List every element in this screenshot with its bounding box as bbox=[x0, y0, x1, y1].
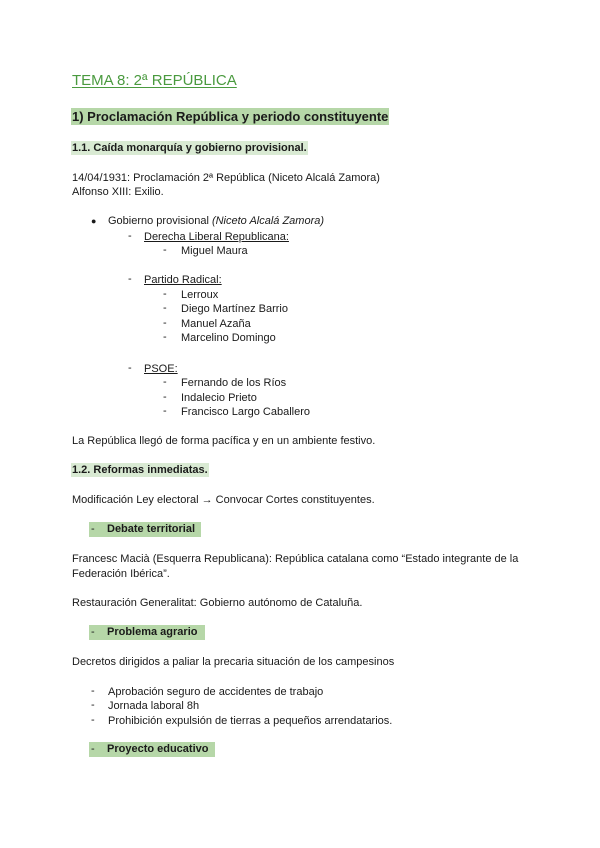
dash-marker: - bbox=[91, 685, 95, 697]
party-member: Marcelino Domingo bbox=[181, 332, 276, 344]
subsection-heading-1-1: 1.1. Caída monarquía y gobierno provisional. bbox=[72, 142, 307, 154]
dash-marker: - bbox=[91, 523, 95, 535]
party-member: Indalecio Prieto bbox=[181, 392, 257, 404]
section-heading: 1) Proclamación República y periodo constituyente bbox=[72, 109, 389, 124]
party-name: Partido Radical: bbox=[144, 274, 222, 286]
dash-marker: - bbox=[163, 317, 167, 329]
dash-marker: - bbox=[163, 391, 167, 403]
subsection-heading-1-2: 1.2. Reformas inmediatas. bbox=[72, 464, 208, 476]
dash-marker: - bbox=[163, 376, 167, 388]
topic-label: Debate territorial bbox=[107, 523, 196, 535]
dash-marker: - bbox=[91, 743, 95, 755]
bullet-marker: ● bbox=[91, 216, 97, 226]
dash-marker: - bbox=[128, 230, 132, 242]
topic-heading-educativo bbox=[89, 742, 215, 757]
party-member: Francisco Largo Caballero bbox=[181, 406, 311, 418]
list-item: Jornada laboral 8h bbox=[108, 700, 200, 712]
party-name: Derecha Liberal Republicana: bbox=[144, 231, 289, 243]
dash-marker: - bbox=[163, 288, 167, 300]
party-member: Fernando de los Ríos bbox=[181, 377, 287, 389]
dash-marker: - bbox=[163, 302, 167, 314]
party-member: Diego Martínez Barrio bbox=[181, 303, 288, 315]
list-item-gobierno bbox=[108, 214, 324, 228]
paragraph-macia-1: Francesc Macià (Esquerra Republicana): República catalana como “Estado integrante de la bbox=[72, 553, 519, 565]
dash-marker: - bbox=[91, 626, 95, 638]
paragraph-electoral: Modificación Ley electoral → Convocar Cortes constituyentes. bbox=[72, 494, 375, 506]
party-member: Miguel Maura bbox=[181, 245, 248, 257]
paragraph-closing: La República llegó de forma pacífica y en un ambiente festivo. bbox=[72, 435, 376, 447]
topic-label: Problema agrario bbox=[107, 626, 198, 638]
party-name: PSOE: bbox=[144, 363, 178, 375]
paragraph-decretos: Decretos dirigidos a paliar la precaria situación de los campesinos bbox=[72, 656, 395, 668]
dash-marker: - bbox=[163, 331, 167, 343]
party-member: Lerroux bbox=[181, 289, 219, 301]
dash-marker: - bbox=[163, 244, 167, 256]
paragraph-proclamation: 14/04/1931: Proclamación 2ª República (Niceto Alcalá Zamora) bbox=[72, 172, 380, 184]
list-item: Aprobación seguro de accidentes de trabajo bbox=[108, 686, 324, 698]
dash-marker: - bbox=[128, 273, 132, 285]
paragraph-macia-2: Federación Ibérica”. bbox=[72, 568, 170, 580]
topic-label: Proyecto educativo bbox=[107, 743, 209, 755]
dash-marker: - bbox=[163, 405, 167, 417]
list-item: Prohibición expulsión de tierras a pequeños arrendatarios. bbox=[108, 715, 393, 727]
gov-label: Gobierno provisional bbox=[108, 215, 209, 227]
paragraph-exile: Alfonso XIII: Exilio. bbox=[72, 186, 164, 198]
topic-heading-territorial bbox=[89, 522, 201, 537]
dash-marker: - bbox=[91, 699, 95, 711]
topic-heading-agrario bbox=[89, 625, 205, 640]
page-title: TEMA 8: 2ª REPÚBLICA bbox=[72, 72, 237, 89]
dash-marker: - bbox=[91, 714, 95, 726]
gov-person: (Niceto Alcalá Zamora) bbox=[211, 215, 325, 227]
party-member: Manuel Azaña bbox=[181, 318, 251, 330]
dash-marker: - bbox=[128, 362, 132, 374]
paragraph-generalitat: Restauración Generalitat: Gobierno autónomo de Cataluña. bbox=[72, 597, 363, 609]
